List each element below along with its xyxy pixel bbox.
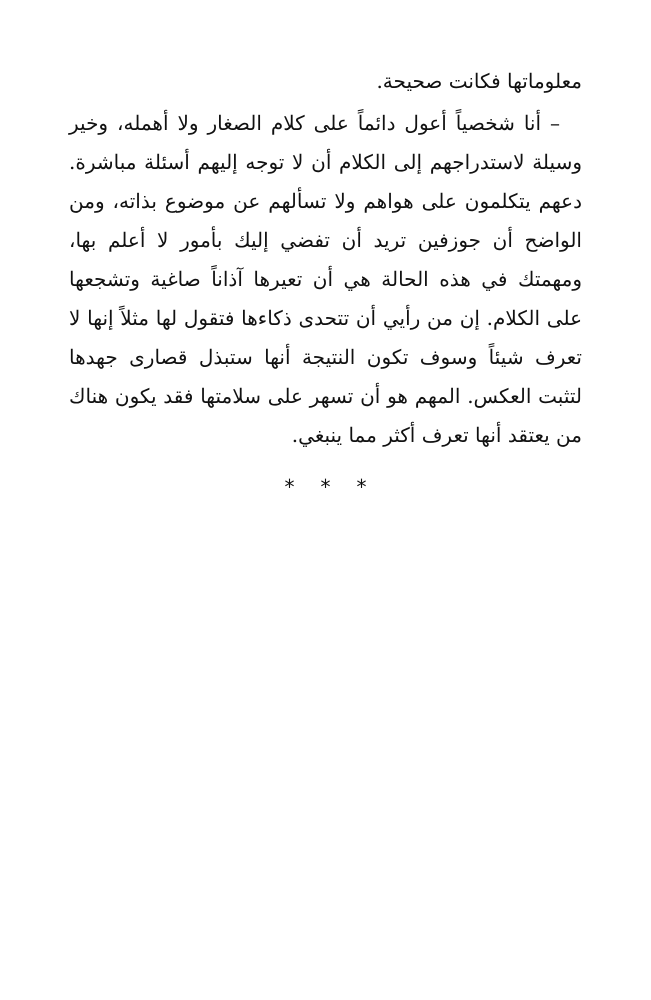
section-separator <box>69 475 582 499</box>
separator-star: * <box>284 475 295 499</box>
separator-star: * <box>356 475 367 499</box>
paragraph-dialogue: – أنا شخصياً أعول دائماً على كلام الصغار ولا أهمله، وخير وسيلة لاستدراجهم إلى الكلام أن لا توجه إليهم أسئلة مباشرة. دعهم يتكلمون على هواهم ولا تسألهم عن موضوع بذاته، ومن الواضح أن جوزفين تريد أن تفضي إليك بأمور لا أعلم بها، ومهمتك في هذه الحالة هي أن تعيرها آذاناً صاغية وتشجعها على الكلام. إن من رأيي أن تتحدى ذكاءها فتقول لها مثلاً إنها لا تعرف شيئاً وسوف تكون النتيجة أنها ستبذل قصارى جهدها لتثبت العكس. المهم هو أن تسهر على سلامتها فقد يكون هناك من يعتقد أنها تعرف أكثر مما ينبغي. <box>69 111 582 447</box>
paragraph-continuation: معلوماتها فكانت صحيحة. <box>376 69 582 93</box>
separator-star: * <box>320 475 331 499</box>
